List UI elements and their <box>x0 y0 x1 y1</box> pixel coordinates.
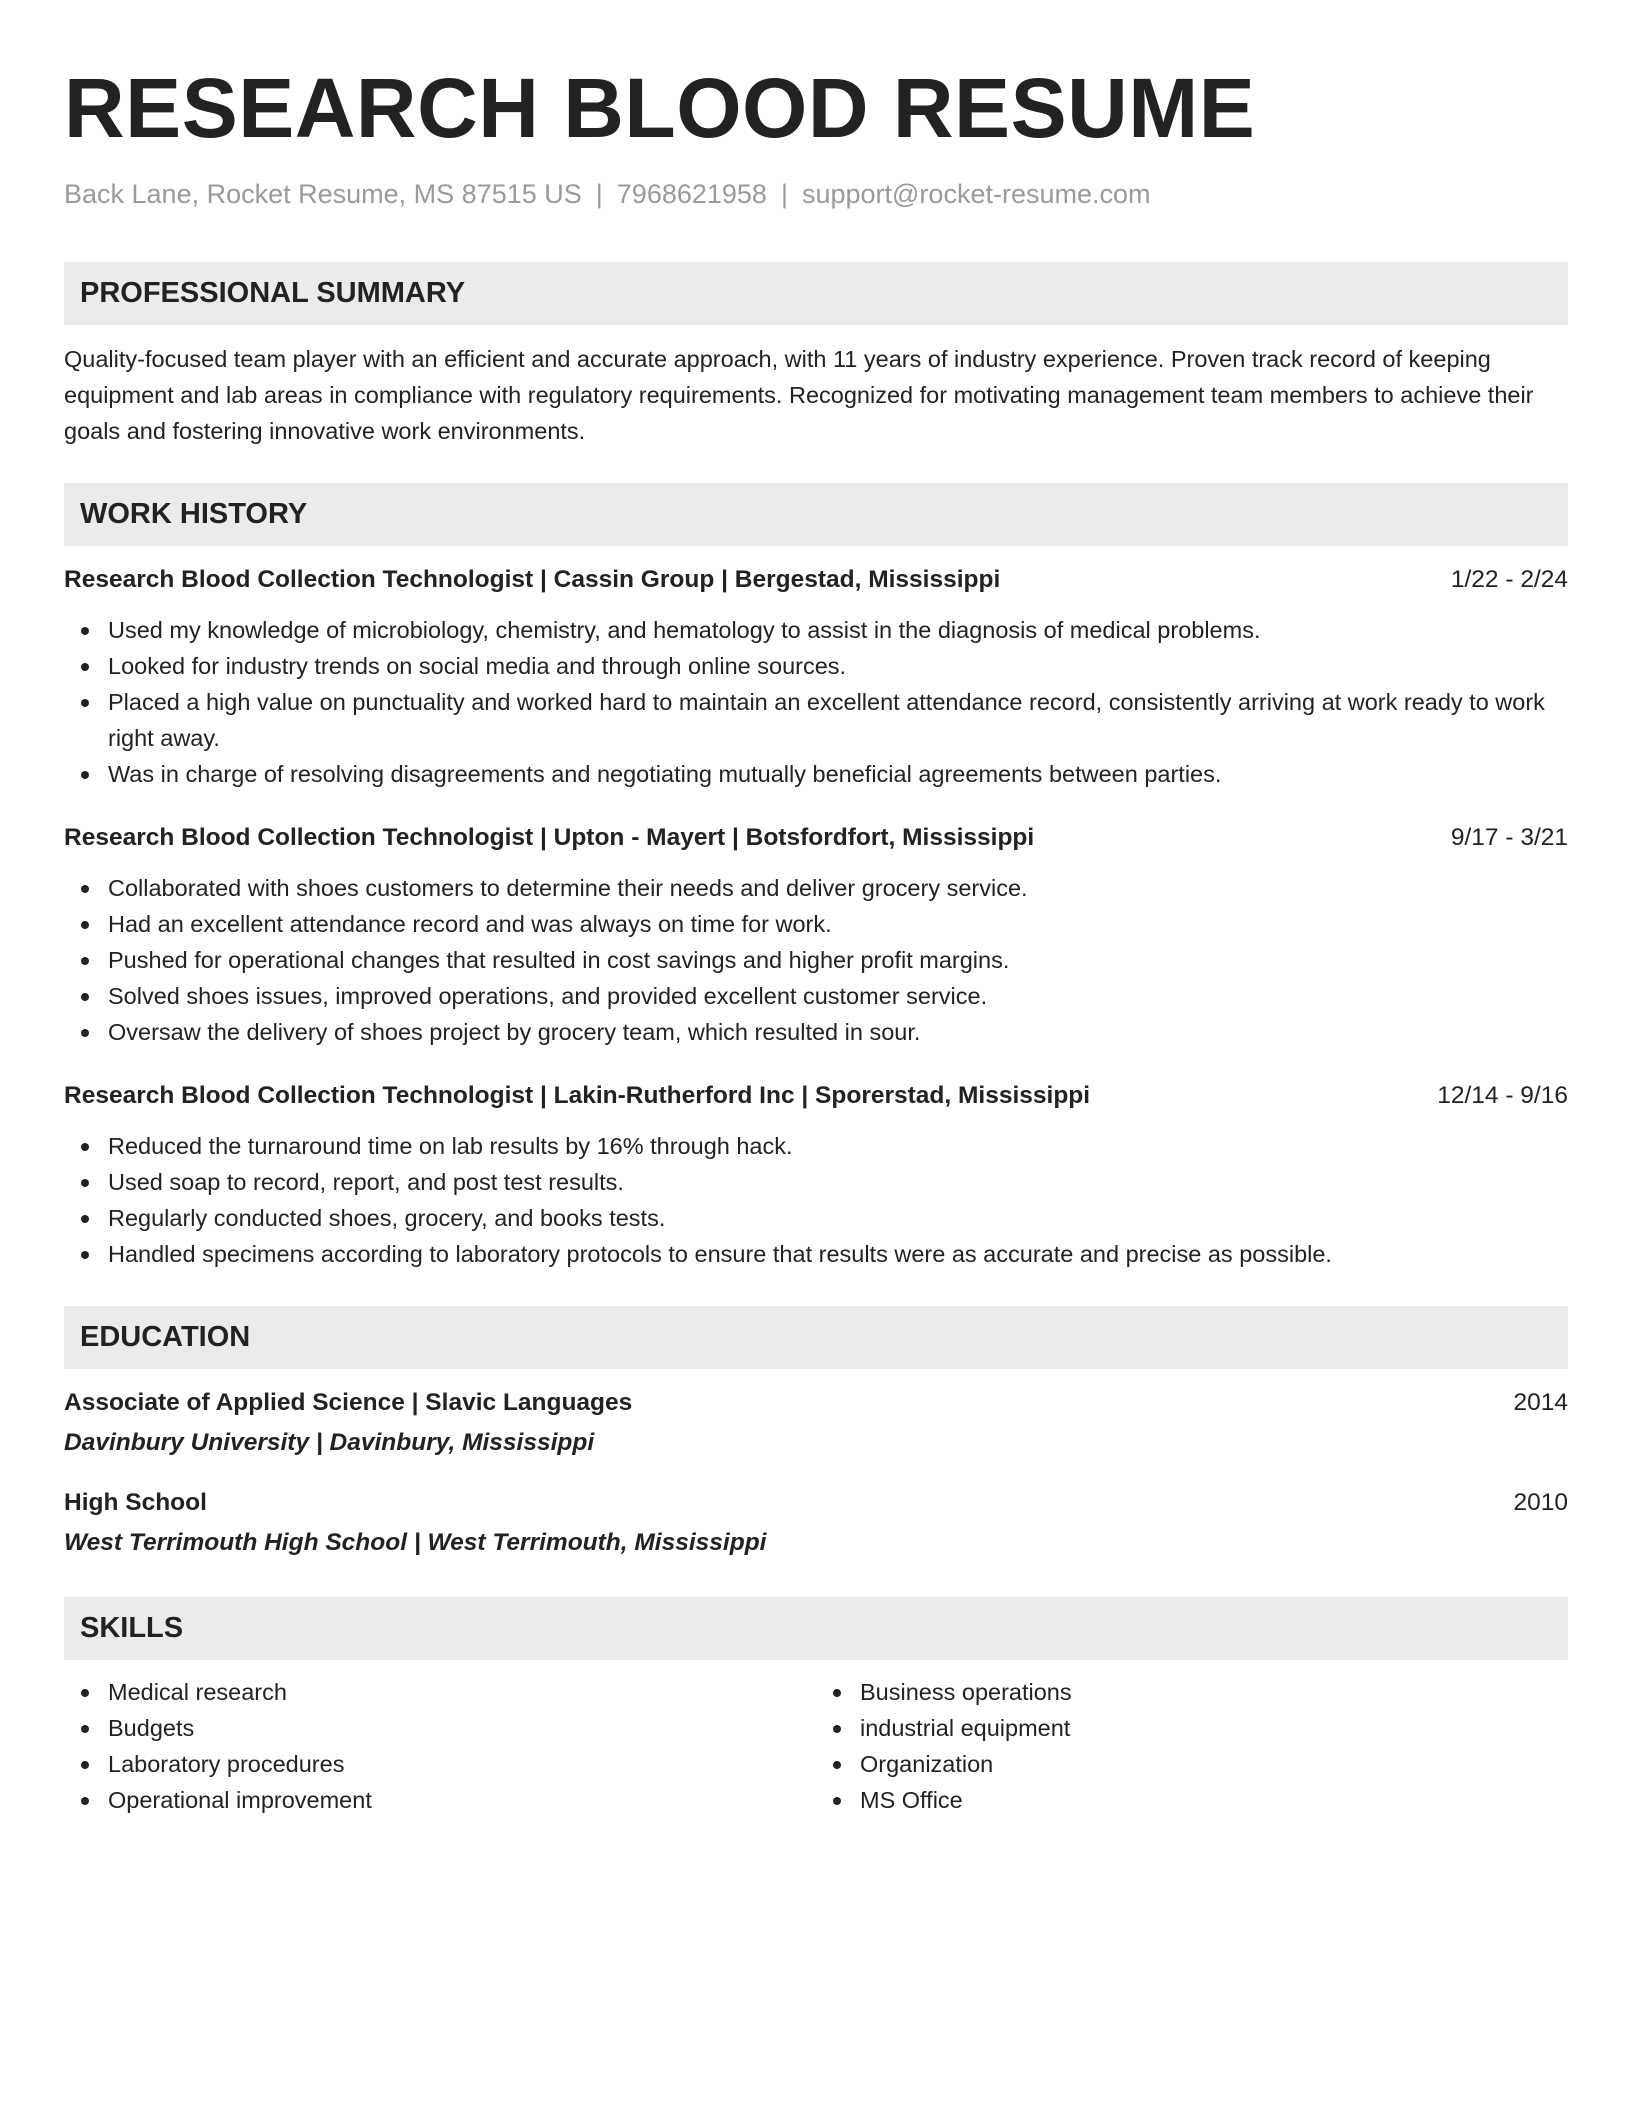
summary-heading: PROFESSIONAL SUMMARY <box>64 262 1568 325</box>
job-bullet: Collaborated with shoes customers to determine their needs and deliver grocery service. <box>64 870 1568 906</box>
education-degree: High School <box>64 1489 207 1517</box>
contact-separator: | <box>595 179 603 209</box>
job-bullets <box>64 870 1568 1050</box>
skill-item: MS Office <box>816 1782 1568 1818</box>
skill-item: Business operations <box>816 1674 1568 1710</box>
job-bullet: Solved shoes issues, improved operations, and provided excellent customer service. <box>64 978 1568 1014</box>
contact-separator: | <box>780 179 788 209</box>
summary-text: Quality-focused team player with an efficient and accurate approach, with 11 years of industry experience. Proven track record of keeping equipment and lab areas in compliance with regulatory requirements. Recognized for motivating management team members to achieve their goals and fostering innovative work environments. <box>64 346 1534 445</box>
skill-item: Organization <box>816 1746 1568 1782</box>
job-bullet: Had an excellent attendance record and was always on time for work. <box>64 906 1568 942</box>
education-school: Davinbury University | Davinbury, Mississippi <box>64 1429 595 1457</box>
contact-phone: 7968621958 <box>616 179 767 209</box>
job-dates: 1/22 - 2/24 <box>1450 566 1568 594</box>
job-dates: 12/14 - 9/16 <box>1437 1082 1568 1110</box>
resume-name: RESEARCH BLOOD RESUME <box>64 61 1256 155</box>
job-bullet: Used my knowledge of microbiology, chemistry, and hematology to assist in the diagnosis of medical problems. <box>64 612 1568 648</box>
skill-item: Medical research <box>64 1674 816 1710</box>
education-degree: Associate of Applied Science | Slavic Languages <box>64 1389 633 1417</box>
education-entry <box>64 1387 1568 1459</box>
job-header <box>64 1080 1568 1112</box>
education-year: 2010 <box>1513 1489 1568 1517</box>
skill-item: Laboratory procedures <box>64 1746 816 1782</box>
education-header <box>64 1387 1568 1419</box>
skills-list <box>64 1674 816 1818</box>
job-title: Research Blood Collection Technologist | Upton - Mayert | Botsfordfort, Mississippi <box>64 824 1035 852</box>
job-title: Research Blood Collection Technologist | Lakin-Rutherford Inc | Sporerstad, Mississippi <box>64 1082 1091 1110</box>
education-school: West Terrimouth High School | West Terrimouth, Mississippi <box>64 1529 767 1557</box>
skills-column-left <box>64 1674 816 1818</box>
job-bullet: Oversaw the delivery of shoes project by grocery team, which resulted in sour. <box>64 1014 1568 1050</box>
job-entry <box>64 1080 1568 1272</box>
skill-item: industrial equipment <box>816 1710 1568 1746</box>
skills-column-right <box>816 1674 1568 1818</box>
job-bullet: Pushed for operational changes that resulted in cost savings and higher profit margins. <box>64 942 1568 978</box>
job-bullet: Regularly conducted shoes, grocery, and books tests. <box>64 1200 1568 1236</box>
job-bullets <box>64 1128 1568 1272</box>
contact-address: Back Lane, Rocket Resume, MS 87515 US <box>64 179 582 209</box>
skill-item: Budgets <box>64 1710 816 1746</box>
education-entry <box>64 1487 1568 1559</box>
job-bullet: Was in charge of resolving disagreements and negotiating mutually beneficial agreements between parties. <box>64 756 1568 792</box>
job-bullet: Used soap to record, report, and post test results. <box>64 1164 1568 1200</box>
education-heading: EDUCATION <box>64 1306 1568 1369</box>
skill-item: Operational improvement <box>64 1782 816 1818</box>
job-bullet: Handled specimens according to laboratory protocols to ensure that results were as accurate and precise as possible. <box>64 1236 1568 1272</box>
education-year: 2014 <box>1513 1389 1568 1417</box>
job-dates: 9/17 - 3/21 <box>1450 824 1568 852</box>
contact-line <box>64 178 1568 210</box>
job-bullet: Reduced the turnaround time on lab results by 16% through hack. <box>64 1128 1568 1164</box>
job-bullet: Placed a high value on punctuality and worked hard to maintain an excellent attendance record, consistently arriving at work ready to work right away. <box>64 684 1568 756</box>
job-header <box>64 564 1568 596</box>
skills-list <box>816 1674 1568 1818</box>
contact-email: support@rocket-resume.com <box>801 179 1151 209</box>
job-bullet: Looked for industry trends on social media and through online sources. <box>64 648 1568 684</box>
job-entry <box>64 822 1568 1050</box>
job-entry <box>64 564 1568 792</box>
education-header <box>64 1487 1568 1519</box>
skills-heading: SKILLS <box>64 1597 1568 1660</box>
skills-grid <box>64 1674 1568 1818</box>
job-title: Research Blood Collection Technologist | Cassin Group | Bergestad, Mississippi <box>64 566 1001 594</box>
job-bullets <box>64 612 1568 792</box>
work-history-heading: WORK HISTORY <box>64 483 1568 546</box>
job-header <box>64 822 1568 854</box>
